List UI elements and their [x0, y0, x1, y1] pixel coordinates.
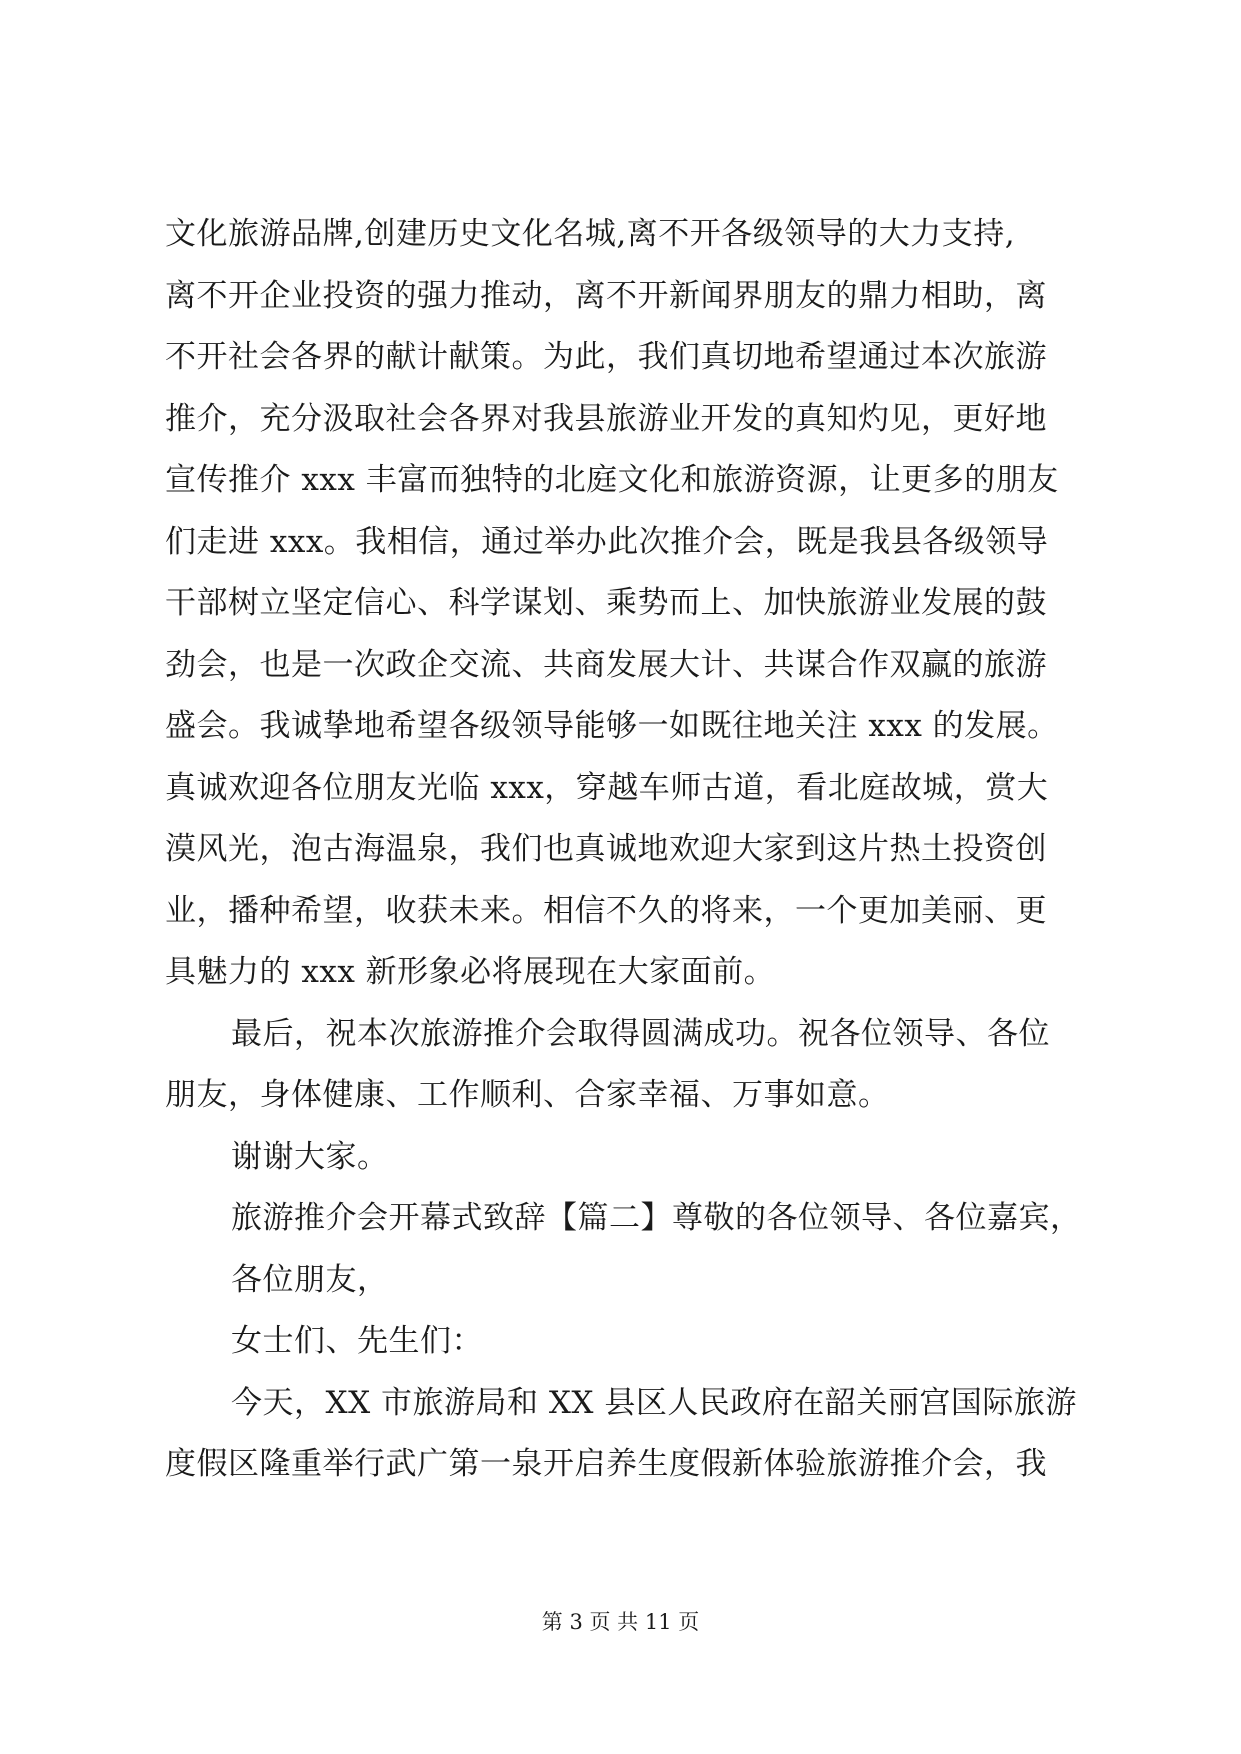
- paragraph-today: 今天，XX 市旅游局和 XX 县区人民政府在韶关丽宫国际旅游: [231, 1384, 1077, 1421]
- text-line: 朋友，身体健康、工作顺利、合家幸福、万事如意。: [165, 1077, 890, 1113]
- paragraph-closing-wish: 最后，祝本次旅游推介会取得圆满成功。祝各位领导、各位: [231, 1015, 1050, 1052]
- text-line: 漠风光，泡古海温泉，我们也真诚地欢迎大家到这片热土投资创: [165, 831, 1047, 867]
- text-line: 具魅力的 xxx 新形象必将展现在大家面前。: [165, 954, 776, 990]
- text-line: 业，播种希望，收获未来。相信不久的将来，一个更加美丽、更: [165, 892, 1047, 929]
- body-text: [165, 212, 1085, 1504]
- text-line: 劲会，也是一次政企交流、共商发展大计、共谋合作双赢的旅游: [165, 646, 1047, 683]
- text-line: 干部树立坚定信心、科学谋划、乘势而上、加快旅游业发展的鼓: [165, 585, 1047, 621]
- paragraph-thanks: 谢谢大家。: [231, 1138, 389, 1175]
- page-number-footer: 第 3 页 共 11 页: [541, 1610, 700, 1634]
- section-heading-part-two: 旅游推介会开幕式致辞【篇二】尊敬的各位领导、各位嘉宾，: [231, 1200, 1082, 1236]
- text-line: 盛会。我诚挚地希望各级领导能够一如既往地关注 xxx 的发展。: [165, 708, 1059, 744]
- text-line: 文化旅游品牌,创建历史文化名城,离不开各级领导的大力支持,: [165, 216, 1016, 252]
- text-line: 度假区隆重举行武广第一泉开启养生度假新体验旅游推介会，我: [165, 1446, 1047, 1482]
- text-line: 们走进 xxx。我相信，通过举办此次推介会，既是我县各级领导: [165, 523, 1049, 560]
- text-line: 推介，充分汲取社会各界对我县旅游业开发的真知灼见，更好地: [165, 400, 1047, 437]
- text-line: 宣传推介 xxx 丰富而独特的北庭文化和旅游资源，让更多的朋友: [165, 462, 1059, 498]
- text-line: 不开社会各界的献计献策。为此，我们真切地希望通过本次旅游: [165, 339, 1047, 375]
- text-line: 离不开企业投资的强力推动，离不开新闻界朋友的鼎力相助，离: [165, 277, 1047, 314]
- salutation-friends: 各位朋友，: [231, 1261, 389, 1298]
- text-line: 真诚欢迎各位朋友光临 xxx，穿越车师古道，看北庭故城，赏大: [165, 769, 1049, 806]
- salutation-ladies-gentlemen: 女士们、先生们：: [231, 1323, 483, 1359]
